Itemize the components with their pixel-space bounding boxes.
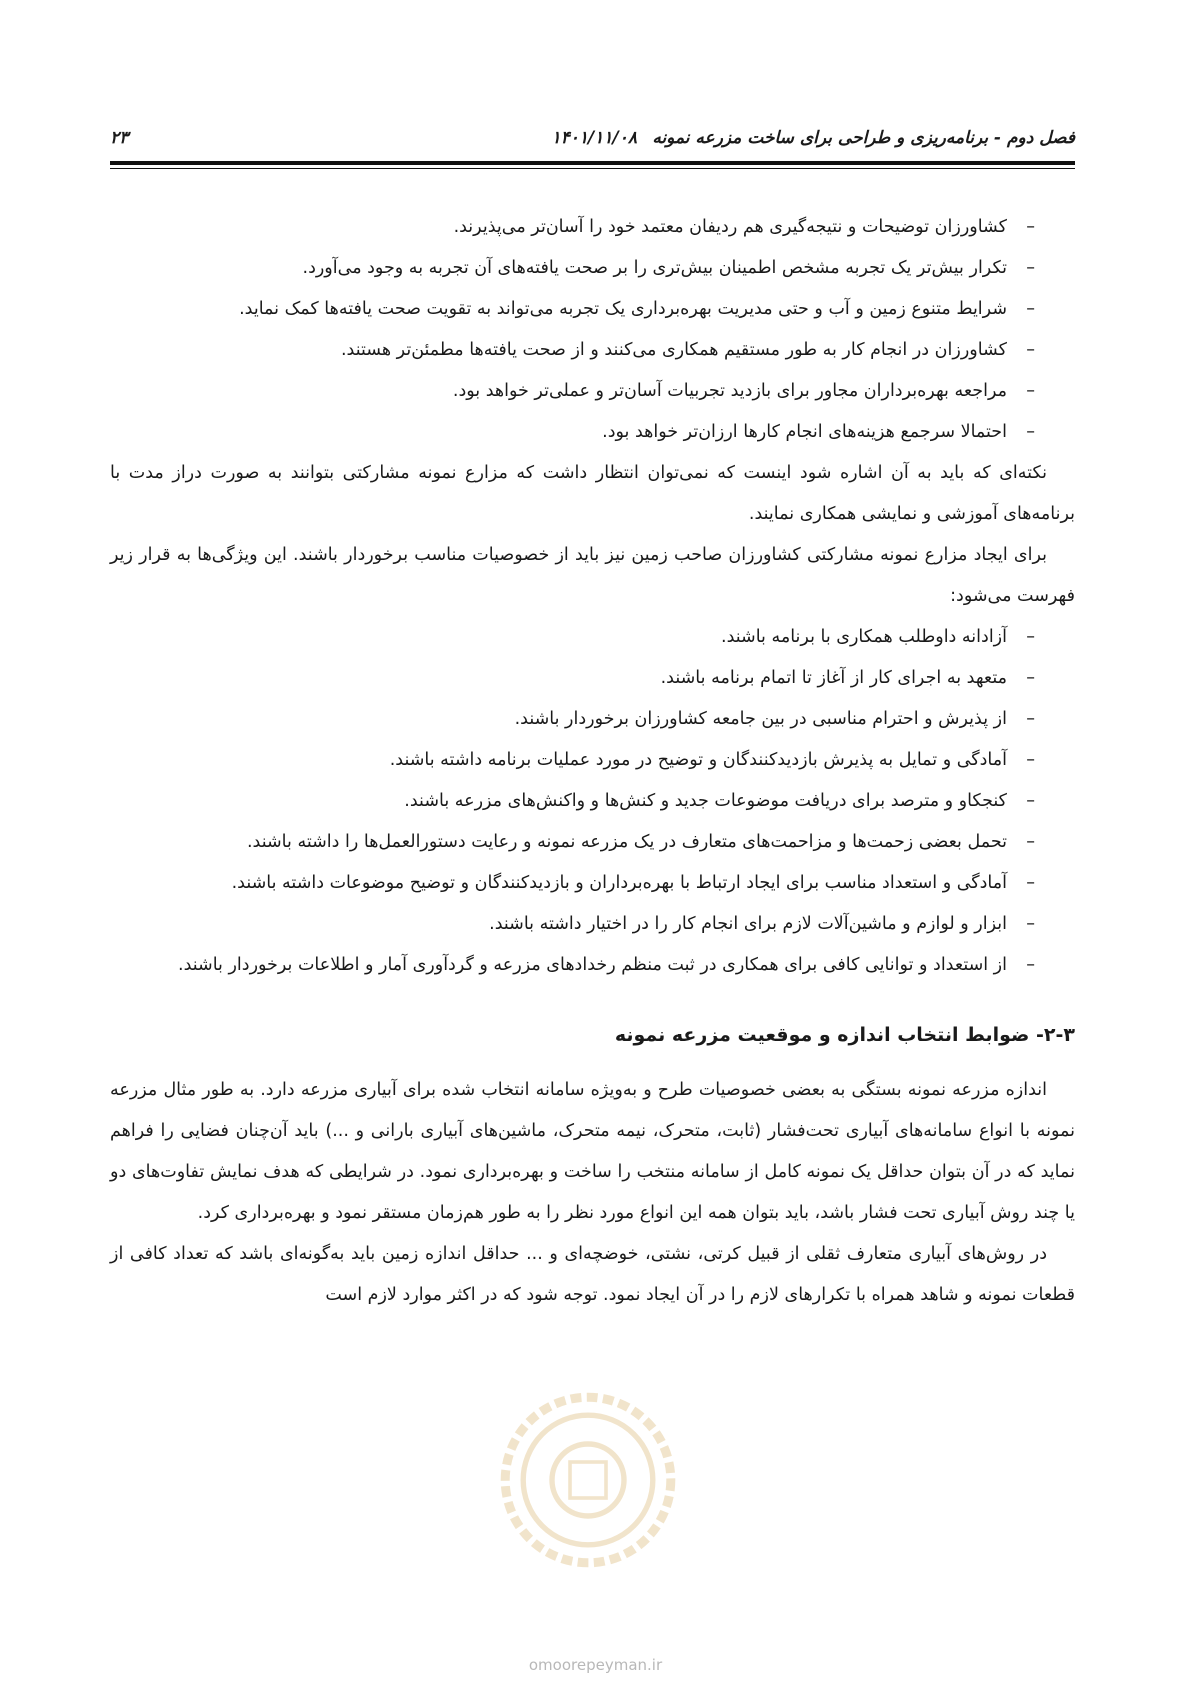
- list-item: – شرایط متنوع زمین و آب و حتی مدیریت بهره‌برداری یک تجربه می‌تواند به تقویت صحت یافته‌ها کمک نماید.: [110, 289, 1075, 330]
- page-number: ۲۳: [110, 128, 129, 148]
- benefits-list: [110, 207, 1075, 453]
- gear-emblem-icon: [498, 1390, 678, 1570]
- paragraph: اندازه مزرعه نمونه بستگی به بعضی خصوصیات طرح و به‌ویژه سامانه انتخاب شده برای آبیاری مزرعه دارد. به طور مثال مزرعه نمونه با انواع سامانه‌های آبیاری تحت‌فشار (ثابت، متحرک، نیمه متحرک، ماشین‌های آبیاری بارانی و ...) باید آن‌چنان فضایی را فراهم نماید که در آن بتوان حداقل یک نمونه کامل از سامانه منتخب را ساخت و بهره‌برداری نمود. در شرایطی که هدف نمایش تفاوت‌های دو یا چند روش آبیاری تحت فشار باشد، باید بتوان همه این انواع مورد نظر را به طور هم‌زمان مستقر نمود و بهره‌برداری کرد.: [110, 1080, 1075, 1223]
- list-item: – آمادگی و استعداد مناسب برای ایجاد ارتباط با بهره‌برداران و بازدیدکنندگان و توضیح موضوعات داشته باشند.: [110, 863, 1075, 904]
- website-watermark: omoorepeyman.ir: [528, 1656, 663, 1674]
- dash-bullet-icon: –: [1026, 873, 1035, 893]
- dash-bullet-icon: –: [1026, 955, 1035, 975]
- list-item: – ابزار و لوازم و ماشین‌آلات لازم برای انجام کار را در اختیار داشته باشند.: [110, 904, 1075, 945]
- paragraph: برای ایجاد مزارع نمونه مشارکتی کشاورزان صاحب زمین نیز باید از خصوصیات مناسب برخوردار باشند. این ویژگی‌ها به قرار زیر فهرست می‌شود:: [110, 545, 1075, 606]
- list-item: – از پذیرش و احترام مناسبی در بین جامعه کشاورزان برخوردار باشند.: [110, 699, 1075, 740]
- dash-bullet-icon: –: [1026, 381, 1035, 401]
- page-body: [110, 207, 1075, 1316]
- list-item: – متعهد به اجرای کار از آغاز تا اتمام برنامه باشند.: [110, 658, 1075, 699]
- list-item: – آزادانه داوطلب همکاری با برنامه باشند.: [110, 617, 1075, 658]
- header-date: ۱۴۰۱/۱۱/۰۸: [551, 128, 637, 148]
- dash-bullet-icon: –: [1026, 709, 1035, 729]
- list-item: – کشاورزان در انجام کار به طور مستقیم همکاری می‌کنند و از صحت یافته‌ها مطمئن‌تر هستند.: [110, 330, 1075, 371]
- list-item: – تحمل بعضی زحمت‌ها و مزاحمت‌های متعارف در یک مزرعه نمونه و رعایت دستورالعمل‌ها را داشته باشند.: [110, 822, 1075, 863]
- section-heading: ۲-۳- ضوابط انتخاب اندازه و موقعیت مزرعه نمونه: [614, 1024, 1075, 1046]
- list-item: – تکرار بیش‌تر یک تجربه مشخص اطمینان بیش‌تری را بر صحت یافته‌های آن تجربه به وجود می‌آورد.: [110, 248, 1075, 289]
- list-item: – کنجکاو و مترصد برای دریافت موضوعات جدید و کنش‌ها و واکنش‌های مزرعه باشند.: [110, 781, 1075, 822]
- running-header: [110, 128, 1075, 152]
- list-item: – احتمالا سرجمع هزینه‌های انجام کارها ارزان‌تر خواهد بود.: [110, 412, 1075, 453]
- list-item: – کشاورزان توضیحات و نتیجه‌گیری هم ردیفان معتمد خود را آسان‌تر می‌پذیرند.: [110, 207, 1075, 248]
- requirements-list: [110, 617, 1075, 986]
- header-rule-thick: [110, 161, 1075, 165]
- dash-bullet-icon: –: [1026, 750, 1035, 770]
- header-rule-thin: [110, 168, 1075, 169]
- dash-bullet-icon: –: [1026, 258, 1035, 278]
- dash-bullet-icon: –: [1026, 422, 1035, 442]
- dash-bullet-icon: –: [1026, 299, 1035, 319]
- chapter-title: فصل دوم - برنامه‌ریزی و طراحی برای ساخت مزرعه نمونه: [652, 128, 1075, 148]
- list-item: – از استعداد و توانایی کافی برای همکاری در ثبت منظم رخدادهای مزرعه و گردآوری آمار و اطلاعات برخوردار باشند.: [110, 945, 1075, 986]
- list-item: – مراجعه بهره‌برداران مجاور برای بازدید تجربیات آسان‌تر و عملی‌تر خواهد بود.: [110, 371, 1075, 412]
- dash-bullet-icon: –: [1026, 627, 1035, 647]
- list-item: – آمادگی و تمایل به پذیرش بازدیدکنندگان و توضیح در مورد عملیات برنامه داشته باشند.: [110, 740, 1075, 781]
- paragraph: در روش‌های آبیاری متعارف ثقلی از قبیل کرتی، نشتی، خوضچه‌ای و ... حداقل اندازه زمین باید به‌گونه‌ای باشد که تعداد کافی از قطعات نمونه و شاهد همراه با تکرارهای لازم را در آن ایجاد نمود. توجه شود که در اکثر موارد لازم است: [110, 1244, 1075, 1305]
- dash-bullet-icon: –: [1026, 914, 1035, 934]
- dash-bullet-icon: –: [1026, 217, 1035, 237]
- dash-bullet-icon: –: [1026, 340, 1035, 360]
- dash-bullet-icon: –: [1026, 791, 1035, 811]
- dash-bullet-icon: –: [1026, 832, 1035, 852]
- dash-bullet-icon: –: [1026, 668, 1035, 688]
- paragraph: نکته‌ای که باید به آن اشاره شود اینست که نمی‌توان انتظار داشت که مزارع نمونه مشارکتی بتوانند به صورت دراز مدت با برنامه‌های آموزشی و نمایشی همکاری نمایند.: [110, 463, 1075, 524]
